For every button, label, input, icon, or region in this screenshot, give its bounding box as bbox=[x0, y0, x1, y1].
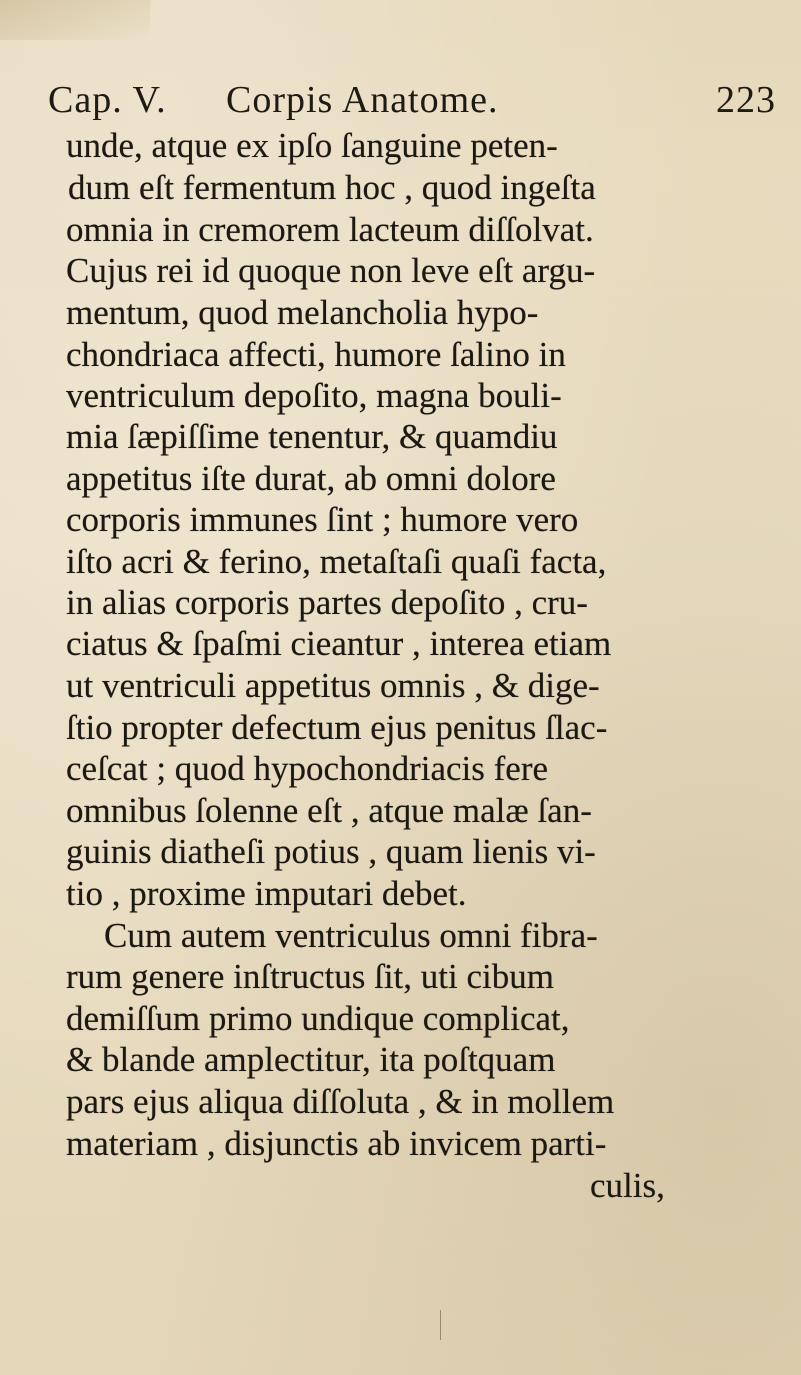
text-line: in alias corporis partes depoſito , cru- bbox=[66, 583, 588, 622]
text-line: & blande amplectitur, ita poſtquam bbox=[66, 1040, 556, 1079]
text-line: mia ſæpiſſime tenentur, & quamdiu bbox=[66, 417, 558, 456]
text-line: ſtio propter defectum ejus penitus ſlac- bbox=[66, 708, 608, 747]
chapter-label: Cap. V. bbox=[48, 79, 167, 121]
text-line: appetitus iſte durat, ab omni dolore bbox=[66, 459, 556, 498]
text-line: mentum, quod melancholia hypo- bbox=[66, 293, 539, 332]
text-line: unde, atque ex ipſo ſanguine peten- bbox=[66, 126, 558, 165]
text-line: ciatus & ſpaſmi cieantur , interea etiam bbox=[66, 624, 612, 663]
text-line: demiſſum primo undique complicat, bbox=[66, 999, 570, 1038]
page-number: 223 bbox=[716, 79, 776, 121]
text-line: guinis diatheſi potius , quam lienis vi- bbox=[66, 832, 596, 871]
running-header bbox=[48, 78, 788, 128]
running-title: Corpis Anatome. bbox=[226, 79, 499, 121]
text-line: tio , proxime imputari debet. bbox=[66, 874, 467, 913]
text-line: corporis immunes ſint ; humore vero bbox=[66, 500, 579, 539]
text-line: pars ejus aliqua diſſoluta , & in mollem bbox=[66, 1082, 615, 1121]
text-line: ventriculum depoſito, magna bouli- bbox=[66, 376, 562, 415]
text-line: ut ventriculi appetitus omnis , & dige- bbox=[66, 666, 600, 705]
text-line: omnia in cremorem lacteum diſſolvat. bbox=[66, 210, 594, 249]
text-line: rum genere inſtructus ſit, uti cibum bbox=[66, 957, 554, 996]
text-line: ceſcat ; quod hypochondriacis fere bbox=[66, 749, 549, 788]
catchword: culis, bbox=[590, 1166, 665, 1205]
text-line: materiam , disjunctis ab invicem parti- bbox=[66, 1124, 607, 1163]
text-line: omnibus ſolenne eſt , atque malæ ſan- bbox=[66, 791, 592, 830]
page-mark bbox=[440, 1310, 441, 1340]
text-line: iſto acri & ferino, metaſtaſi quaſi facta, bbox=[66, 542, 607, 581]
text-line: dum eſt fermentum hoc , quod ingeſta bbox=[68, 168, 596, 207]
text-line: Cum autem ventriculus omni fibra- bbox=[104, 916, 598, 955]
text-line: chondriaca affecti, humore ſalino in bbox=[66, 335, 566, 374]
text-line: Cujus rei id quoque non leve eſt argu- bbox=[66, 251, 596, 290]
page-wear-corner bbox=[0, 0, 150, 40]
